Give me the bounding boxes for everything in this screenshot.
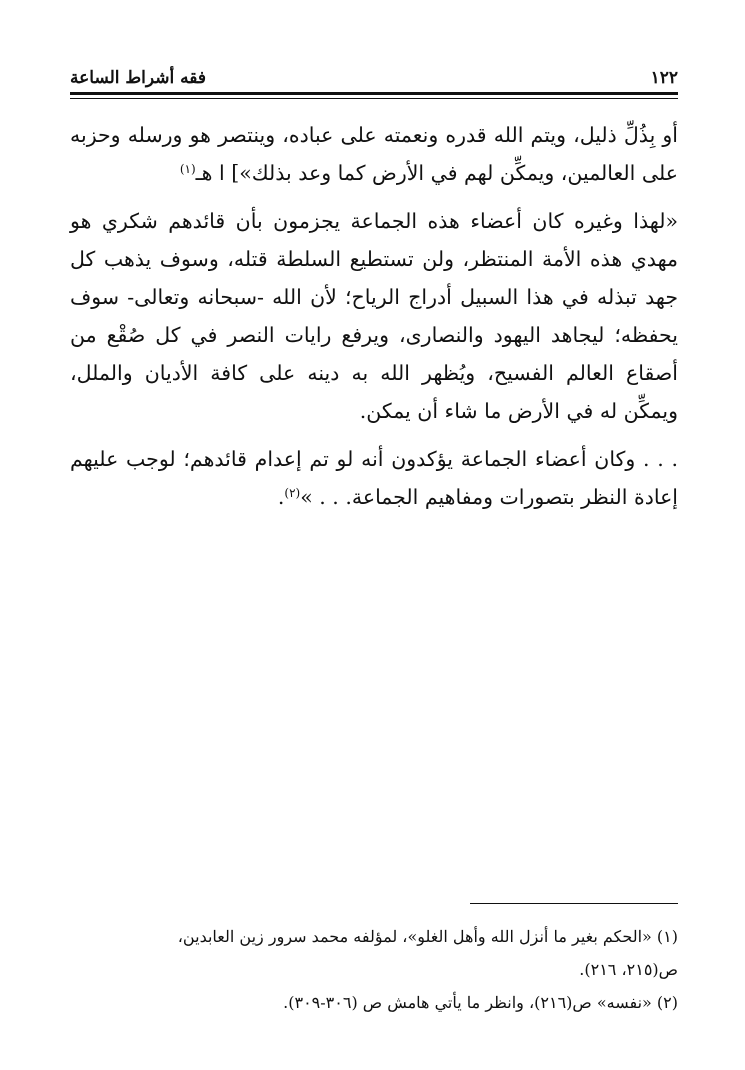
page-number: ١٢٢	[650, 68, 678, 88]
footnotes	[70, 920, 678, 1019]
paragraph-2	[70, 202, 678, 430]
body-text	[70, 116, 678, 526]
header-rule-thick	[70, 92, 678, 95]
paragraph-1-text: أو بِذُلِّ ذليل، ويتم الله قدره ونعمته على عباده، وينتصر هو ورسله وحزبه على العالمين، ويمكِّن لهم في الأرض كما وعد بذلك»] ا هـ	[70, 123, 678, 185]
paragraph-3	[70, 440, 678, 516]
footnote-ref-1: (١)	[179, 162, 196, 176]
running-head	[70, 62, 678, 88]
footnote-1-line-2: ص(٢١٥، ٢١٦).	[579, 960, 678, 979]
footnote-1-line-1: (١) «الحكم بغير ما أنزل الله وأهل الغلو»، لمؤلفه محمد سرور زين العابدين،	[177, 927, 678, 946]
paragraph-3-text: . . . وكان أعضاء الجماعة يؤكدون أنه لو تم إعدام قائدهم؛ لوجب عليهم إعادة النظر بتصورات ومفاهيم الجماعة. . . »	[70, 447, 678, 509]
footnote-rule	[470, 903, 678, 904]
footnote-2: (٢) «نفسه» ص(٢١٦)، وانظر ما يأتي هامش ص (٣٠٦-٣٠٩).	[283, 993, 678, 1012]
paragraph-3-end: .	[277, 485, 285, 509]
footnote-ref-2: (٢)	[284, 486, 301, 500]
paragraph-2-text: «لهذا وغيره كان أعضاء هذه الجماعة يجزمون بأن قائدهم شكري هو مهدي هذه الأمة المنتظر، ولن تستطيع السلطة قتله، وسوف يذهب كل جهد تبذله في هذا السبيل أدراج الرياح؛ لأن الله -سبحانه وتعالى- سوف يحفظه؛ ليجاهد اليهود والنصارى، ويرفع رايات النصر في كل صُقْع من أصقاع العالم الفسيح، ويُظهر الله به دينه على كافة الأديان والملل، ويمكِّن له في الأرض ما شاء أن يمكن.	[70, 209, 678, 423]
running-title: فقه أشراط الساعة	[70, 68, 206, 88]
header-rule-thin	[70, 98, 678, 99]
paragraph-1	[70, 116, 678, 192]
